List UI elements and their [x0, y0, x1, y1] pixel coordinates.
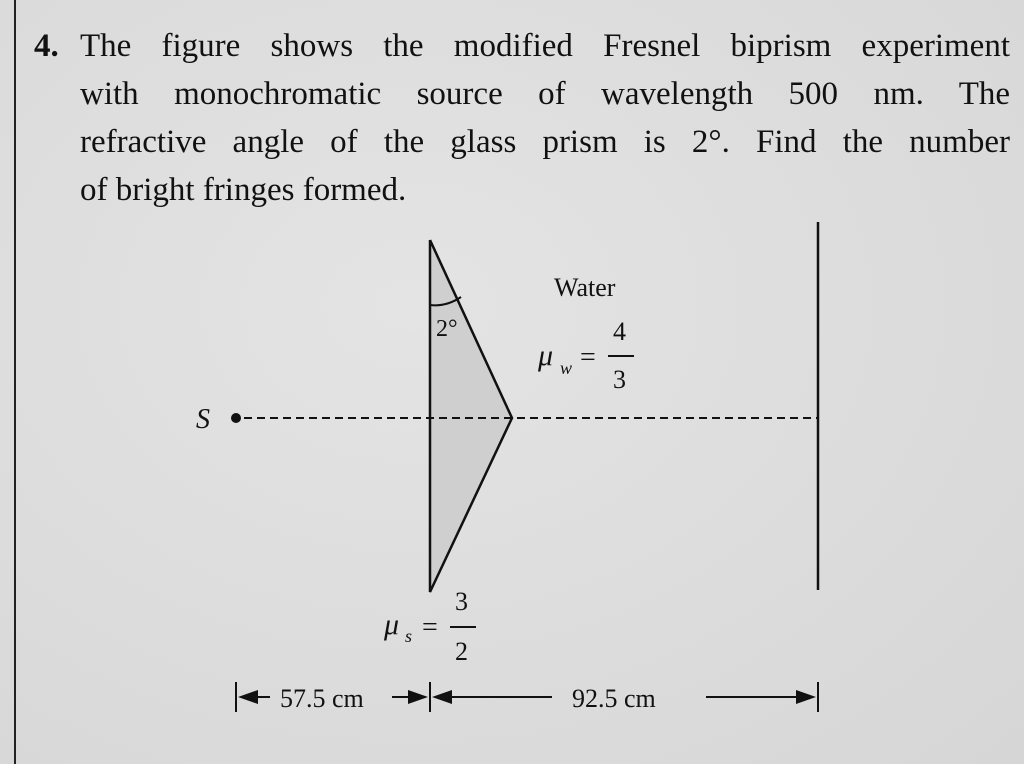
mu-w-numerator: 4	[613, 317, 626, 346]
mu-w-equals: =	[580, 342, 596, 373]
prism-fill	[430, 240, 512, 592]
dim-left-arrow-end	[408, 690, 428, 704]
question-line-4: of bright fringes formed.	[80, 172, 407, 208]
mu-s-numerator: 3	[455, 587, 468, 616]
source-label: S	[196, 404, 210, 435]
question-number: 4.	[34, 28, 59, 64]
dim-left-arrow-start	[238, 690, 258, 704]
question-line-1: The figure shows the modified Fresnel biprism experiment	[80, 28, 1010, 64]
mu-w-subscript: w	[560, 358, 573, 378]
dim-right-arrow-end	[796, 690, 816, 704]
mu-w-denominator: 3	[613, 365, 626, 394]
dim-left-label: 57.5 cm	[280, 684, 364, 713]
question-line-2: with monochromatic source of wavelength 500 nm. The	[80, 76, 1010, 112]
mu-s-denominator: 2	[455, 637, 468, 666]
angle-label: 2°	[436, 316, 458, 342]
dim-right-label: 92.5 cm	[572, 684, 656, 713]
mu-s-equals: =	[422, 612, 438, 643]
question-line-3: refractive angle of the glass prism is 2°. Find the number	[80, 124, 1010, 160]
mu-s-subscript: s	[405, 626, 413, 646]
mu-w-symbol: μ	[538, 339, 554, 372]
water-label: Water	[554, 273, 616, 302]
mu-s-symbol: μ	[384, 608, 400, 641]
dim-right-arrow-start	[432, 690, 452, 704]
source-point	[231, 413, 241, 423]
